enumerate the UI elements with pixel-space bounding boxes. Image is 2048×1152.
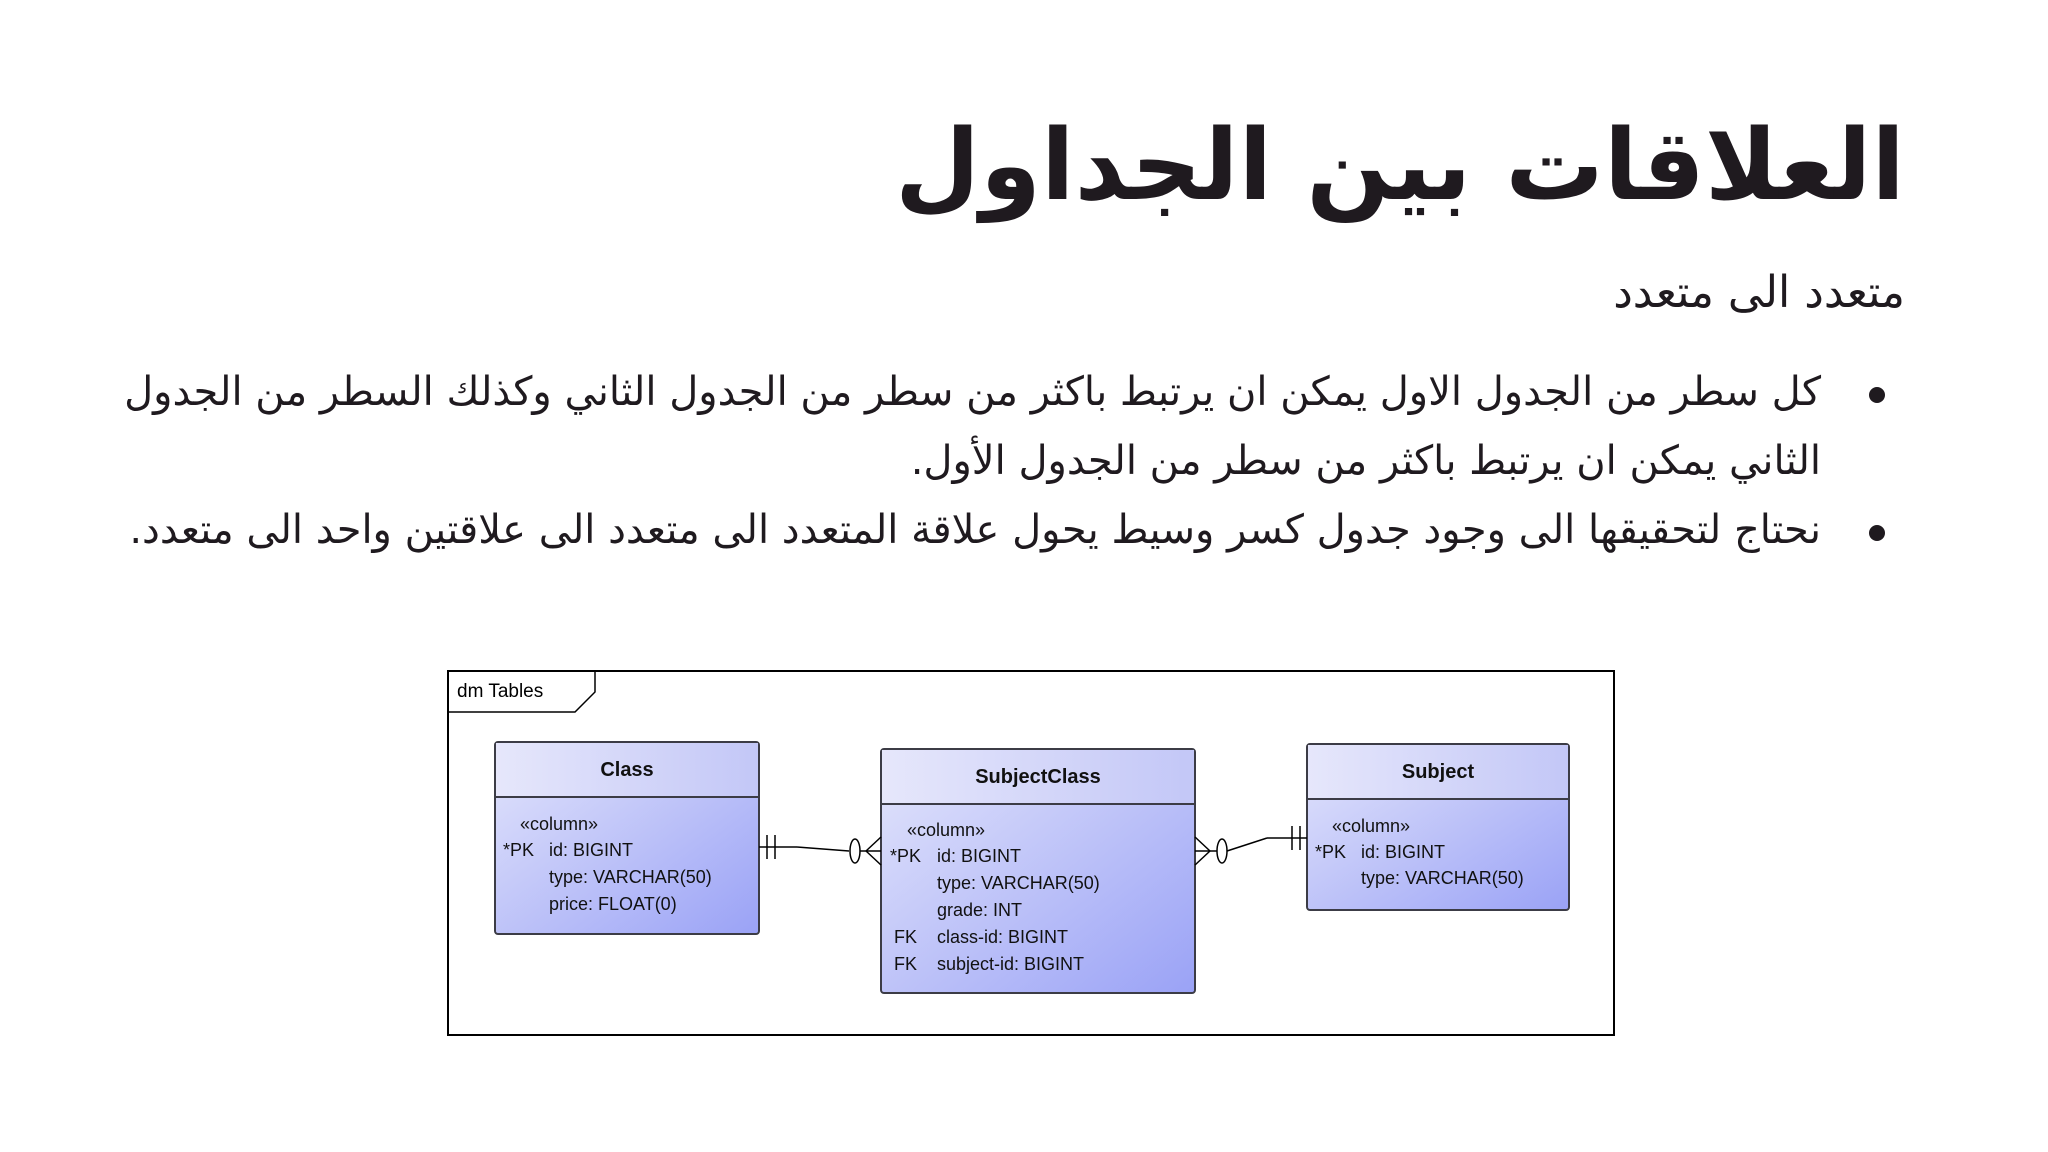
bullet-text: نحتاج لتحقيقها الى وجود جدول كسر وسيط يحول علاقة المتعدد الى متعدد الى علاقتين واحد الى متعدد. [129,507,1821,553]
column-key: *PK [503,840,535,860]
er-diagram-canvas [447,670,1615,1036]
bullet-item [115,358,1905,496]
table-stereotype: «column» [907,820,986,840]
column-row: class-id: BIGINT [937,927,1069,947]
slide-title: العلاقات بين الجداول [895,109,1905,223]
column-row: id: BIGINT [1361,842,1446,862]
table-subjectclass[interactable] [881,749,1195,993]
table-title: Subject [1401,761,1475,783]
er-diagram [447,670,1615,1036]
bullet-dot-icon [1869,525,1885,541]
column-row: id: BIGINT [937,846,1022,866]
column-row: type: VARCHAR(50) [1361,868,1524,888]
table-title: SubjectClass [975,766,1101,788]
column-key: *PK [1315,842,1347,862]
table-title: Class [600,759,654,781]
slide-subtitle: متعدد الى متعدد [1613,267,1905,318]
column-row: subject-id: BIGINT [937,954,1085,974]
bullet-dot-icon [1869,387,1885,403]
column-key: FK [894,927,918,947]
table-stereotype: «column» [520,814,599,834]
column-key: FK [894,954,918,974]
column-row: id: BIGINT [549,840,634,860]
bullet-text: كل سطر من الجدول الاول يمكن ان يرتبط باكثر من سطر من الجدول الثاني وكذلك السطر من الجدول الثاني يمكن ان يرتبط باكثر من سطر من الجدول الأول. [124,369,1821,484]
table-subject[interactable] [1307,744,1569,910]
column-row: price: FLOAT(0) [549,894,677,914]
column-key: *PK [890,846,922,866]
column-row: grade: INT [937,900,1023,920]
frame-label: dm Tables [457,681,544,702]
table-stereotype: «column» [1332,816,1411,836]
table-class[interactable] [495,742,759,934]
column-row: type: VARCHAR(50) [549,867,712,887]
bullet-list [115,358,1905,565]
column-row: type: VARCHAR(50) [937,873,1100,893]
bullet-item [115,496,1905,565]
